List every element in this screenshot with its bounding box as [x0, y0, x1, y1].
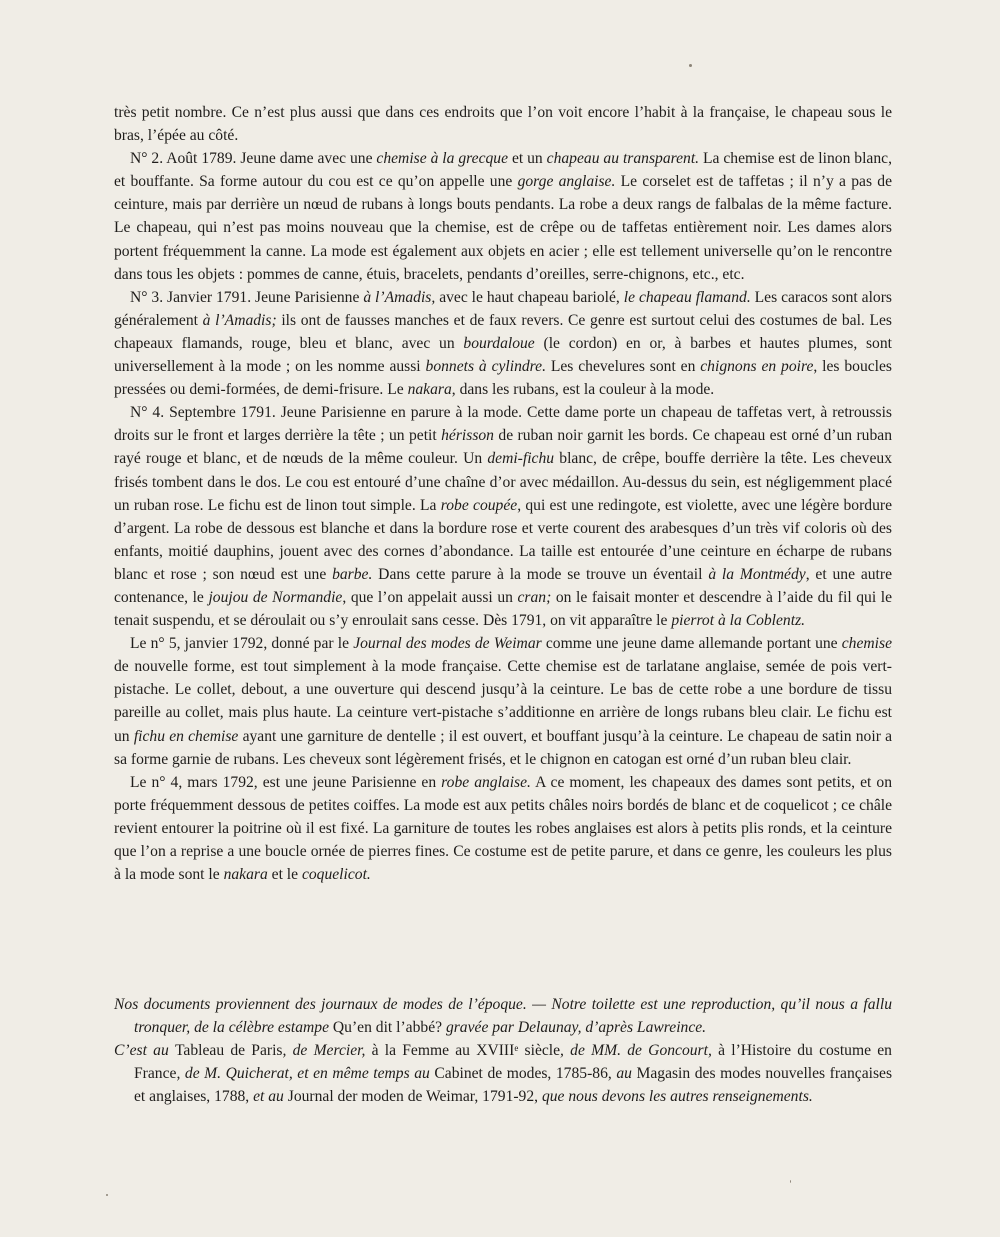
paragraph-no-5-janvier-1792 — [114, 632, 892, 771]
text-run: blanc, de crêpe, bouffe derrière la tête. Les cheveux frisés tombent dans le dos. Le cou est entouré d’une chaîne d’or avec médaillon. Au-dessus du sein, est négligemment placé un ruban rose. Le fichu est de linon tout simple. La — [114, 450, 892, 514]
paragraph-no-4-septembre-1791 — [114, 401, 892, 632]
text-run: , et une autre contenance, le — [114, 565, 893, 606]
text-run: ayant une garniture de dentelle ; il est ouvert, et bouffant jusqu’à la ceinture. Le chapeau de satin noir a sa forme garnie de rubans. Les cheveux sont légèrement frisés, et le chignon en catogan est orné d’un ruban bleu clair. — [114, 727, 893, 768]
text-run: N° 2. Août 1789. Jeune dame avec une — [130, 150, 377, 168]
text-run: comme une jeune dame allemande portant une — [541, 635, 842, 653]
text-run: de nouvelle forme, est tout simplement à la mode française. Cette chemise est de tarlatane anglaise, semée de pois vert-pistache. Le collet, debout, a une ouverture qui descend jusqu’à la ceinture. Le bas de cette robe a une bordure de tissu pareille au collet, mais plus haute. La ceinture vert-pistache s’additionne en arrière de longs rubans bleu clair. Le fichu est un — [114, 658, 892, 745]
text-run: Les chevelures sont en — [545, 358, 701, 376]
italic-text-run: chignons en poire — [700, 358, 814, 376]
italic-text-run: Journal des modes de Weimar — [353, 635, 542, 653]
text-run: Tableau de Paris — [174, 1042, 283, 1060]
paper-speck-mark — [106, 1194, 108, 1196]
italic-text-run: bonnets à cylindre. — [425, 358, 546, 376]
italic-text-run: chemise — [841, 635, 892, 653]
text-run: Le n° 4, mars 1792, est une jeune Parisienne en — [130, 773, 442, 791]
text-run: Le n° 5, janvier 1792, donné par le — [130, 635, 354, 653]
italic-text-run: barbe. — [332, 565, 373, 583]
italic-text-run: pierrot à la Coblentz. — [671, 612, 806, 630]
italic-text-run: demi-fichu — [487, 450, 555, 468]
paper-speck-mark — [689, 64, 692, 67]
text-run: A ce moment, les chapeaux des dames sont petits, et on porte fréquemment dessous de petites coiffes. La mode est aux petits châles noirs bordés de blanc et de coquelicot ; ce châle revient entourer la poitrine où il est fixé. La garniture de toutes les robes anglaises est alors à petits plis ronds, et la ceinture que l’on a reprise a une boucle ornée de pierres fines. Ce costume est de petite parure, et dans ce genre, les couleurs les plus à la mode sont le — [114, 773, 892, 884]
text-run: avec le haut chapeau bariolé, — [435, 288, 624, 306]
italic-text-run: cran; — [517, 588, 552, 606]
text-run: N° 4. Septembre 1791. Jeune Parisienne en parure à la mode. Cette dame porte un chapeau de taffetas vert, à retroussis droits sur le front et larges derrière la tête ; un petit — [114, 404, 892, 445]
text-run: Magasin des modes nouvelles françaises et anglaises, 1788, — [134, 1065, 893, 1106]
paragraph-no-3-janvier-1791 — [114, 286, 892, 401]
italic-text-run: C’est au — [114, 1042, 175, 1060]
italic-text-run: au — [611, 1065, 637, 1083]
note-sources — [114, 1039, 892, 1108]
italic-text-run: Nos documents proviennent des journaux de modes de l’époque. — Notre toilette est une reproduction, qu’il nous a fallu tronquer, de la célèbre estampe — [114, 996, 892, 1037]
text-run: à l’Histoire du costume en France — [134, 1042, 892, 1083]
text-run: , dans les rubans, est la couleur à la mode. — [451, 381, 715, 399]
text-run: siècle — [518, 1042, 561, 1060]
italic-text-run: nakara — [223, 866, 268, 884]
text-run: très petit nombre. Ce n’est plus aussi que dans ces endroits que l’on voit encore l’habit à la française, le chapeau sous le bras, l’épée au côté. — [114, 104, 892, 145]
italic-text-run: chemise à la grecque — [376, 150, 509, 168]
text-run: et un — [508, 150, 547, 168]
italic-text-run: bourdaloue — [463, 334, 535, 352]
superscript-text-run: e — [514, 1043, 519, 1054]
text-run: ils ont de fausses manches et de faux revers. Ce genre est surtout celui des costumes de bal. Les chapeaux flamands, rouge, bleu et blanc, avec un — [114, 311, 892, 352]
italic-text-run: , de M. Quicherat, et en même temps au — [176, 1065, 435, 1083]
text-run: , qui est une redingote, est violette, avec une légère bordure d’argent. La robe de dessous est blanche et dans la bordure rose et verte courent des arabesques d’un très vif coloris où des enfants, moitié dauphins, jouent avec des cornes d’abondance. La taille est entourée d’une ceinture en écharpe de rubans blanc et rose ; son nœud est une — [114, 496, 892, 583]
text-run: , les boucles pressées ou demi-formées, de demi-frisure. Le — [114, 358, 892, 399]
italic-text-run: robe coupée — [440, 496, 518, 514]
italic-text-run: et au — [249, 1088, 288, 1106]
italic-text-run: à l’Amadis, — [363, 288, 436, 306]
italic-text-run: fichu en chemise — [133, 727, 239, 745]
italic-text-run: gorge anglaise. — [517, 173, 616, 191]
text-run: de ruban noir garnit les bords. Ce chapeau est orné d’un ruban rayé rouge et blanc, et de nœuds de la même couleur. Un — [114, 427, 892, 468]
text-run: , que l’on appelait aussi un — [342, 588, 518, 606]
text-run: Les caracos sont alors généralement — [114, 288, 892, 329]
italic-text-run: le chapeau flamand. — [623, 288, 751, 306]
text-run: Journal der moden de Weimar, 1791-92, — [287, 1088, 539, 1106]
italic-text-run: robe anglaise. — [441, 773, 531, 791]
italic-text-run: gravée par Delaunay, d’après Lawreince. — [442, 1019, 707, 1037]
body-text — [114, 101, 892, 886]
italic-text-run: joujou de Normandie — [208, 588, 343, 606]
text-run: Dans cette parure à la mode se trouve un éventail — [372, 565, 709, 583]
sources-note — [114, 993, 892, 1108]
italic-text-run: hérisson — [441, 427, 494, 445]
text-run: La chemise est de linon blanc, et bouffante. Sa forme autour du cou est ce qu’on appelle une — [114, 150, 892, 191]
text-run: Le corselet est de taffetas ; il n’y a pas de ceinture, mais par derrière un nœud de rubans à longs bouts pendants. La robe a deux rangs de falbalas de la même facture. Le chapeau, qui n’est pas moins nouveau que la chemise, est de crêpe ou de taffetas entièrement noir. Les dames alors portent fréquemment la canne. La mode est également aux objets en acier ; elle est tellement universelle qu’on le rencontre dans tous les objets : pommes de canne, étuis, bracelets, pendants d’oreilles, serre-chignons, etc., etc. — [114, 173, 892, 283]
paragraph-no-4-mars-1792 — [114, 771, 892, 886]
text-run: Qu’en dit l’abbé? — [332, 1019, 443, 1037]
italic-text-run: , de MM. de Goncourt, — [560, 1042, 719, 1060]
italic-text-run: nakara — [407, 381, 452, 399]
paper-speck-mark — [790, 1180, 791, 1183]
text-run: N° 3. Janvier 1791. Jeune Parisienne — [130, 288, 364, 306]
italic-text-run: chapeau au transparent. — [546, 150, 700, 168]
note-documents — [114, 993, 892, 1039]
italic-text-run: coquelicot. — [301, 866, 371, 884]
paragraph-no-2-aout-1789 — [114, 147, 892, 286]
text-run: Cabinet de modes, 1785-86, — [434, 1065, 612, 1083]
italic-text-run: à l’Amadis; — [202, 311, 277, 329]
text-run: on le faisait monter et descendre à l’aide du fil qui le tenait suspendu, et se déroulait ou s’y enroulait sans cesse. Dès 1791, on vit apparaître le — [114, 588, 892, 630]
italic-text-run: à la Montmédy — [708, 565, 806, 583]
text-run: (le cordon) en or, à barbes et hautes plumes, sont universellement à la mode ; on les nomme aussi — [114, 334, 892, 376]
paragraph-continuation — [114, 101, 892, 147]
italic-text-run: que nous devons les autres renseignements. — [538, 1088, 813, 1106]
text-run: et le — [267, 866, 302, 884]
text-run: à la Femme au XVIII — [371, 1042, 515, 1060]
italic-text-run: , de Mercier, — [282, 1042, 372, 1060]
